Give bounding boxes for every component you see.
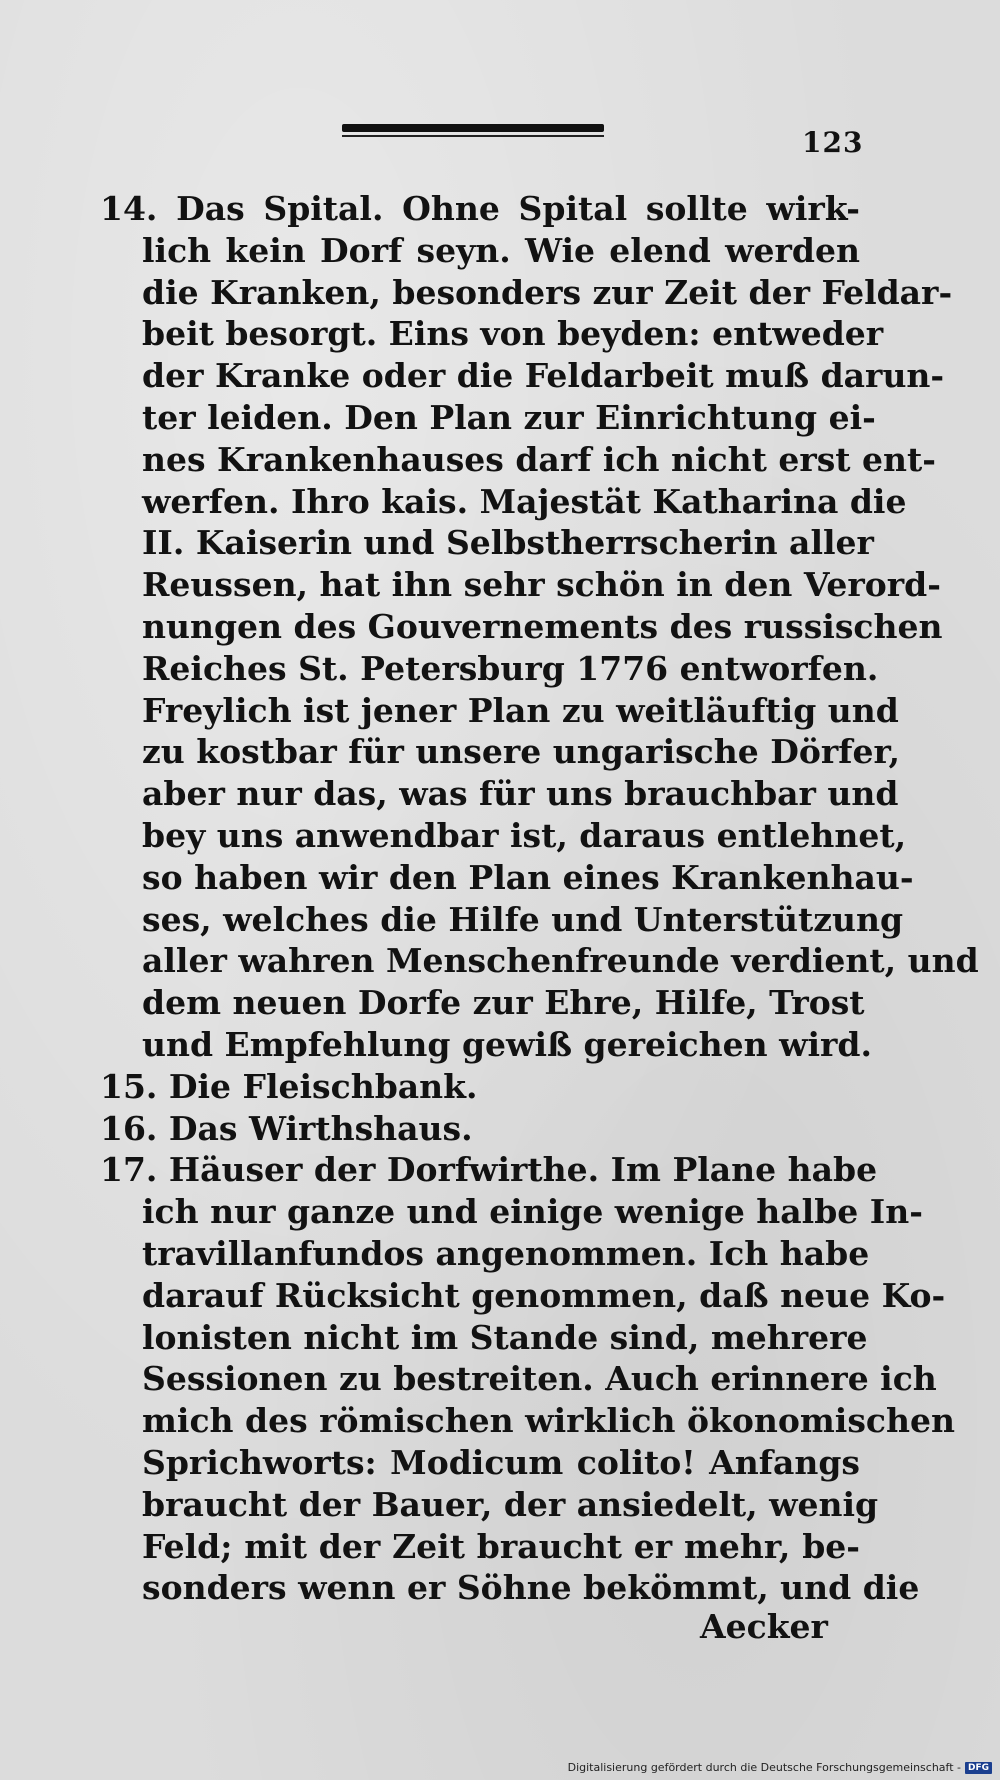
page-number: 123: [802, 126, 864, 159]
text-line: 14. Das Spital. Ohne Spital sollte wirk-: [100, 189, 860, 228]
text-line: ses, welches die Hilfe und Unterstützung: [142, 899, 904, 939]
text-line: Sessionen zu bestreiten. Auch erinnere ich: [142, 1359, 937, 1399]
dfg-logo: DFG: [965, 1762, 992, 1774]
text-line: nes Krankenhauses darf ich nicht erst ent-: [142, 439, 936, 479]
text-line: sonders wenn er Söhne bekömmt, und die: [142, 1568, 920, 1608]
text-line: bey uns anwendbar ist, daraus entlehnet,: [142, 815, 907, 855]
text-line: 16. Das Wirthshaus.: [100, 1108, 473, 1148]
text-line: zu kostbar für unsere ungarische Dörfer,: [142, 732, 900, 772]
header-double-rule: [342, 124, 604, 138]
text-line: II. Kaiserin und Selbstherrscherin aller: [142, 523, 874, 563]
header-rule-thick: [342, 124, 604, 132]
text-line: Reussen, hat ihn sehr schön in den Verord-: [142, 565, 941, 605]
digitization-credit: [568, 1761, 992, 1774]
text-line: braucht der Bauer, der ansiedelt, wenig: [142, 1484, 879, 1524]
text-line: ter leiden. Den Plan zur Einrichtung ei-: [142, 397, 876, 437]
text-line: Sprichworts: Modicum colito! Anfangs: [142, 1442, 860, 1482]
text-line: werfen. Ihro kais. Majestät Katharina die: [142, 481, 907, 521]
text-line: lonisten nicht im Stande sind, mehrere: [142, 1317, 868, 1357]
credit-text: Digitalisierung gefördert durch die Deutsche Forschungsgemeinschaft -: [567, 1761, 961, 1774]
text-line: 17. Häuser der Dorfwirthe. Im Plane habe: [100, 1150, 878, 1190]
text-line: aller wahren Menschenfreunde verdient, und: [142, 941, 979, 981]
text-line: und Empfehlung gewiß gereichen wird.: [142, 1024, 872, 1064]
text-line: ich nur ganze und einige wenige halbe In-: [142, 1192, 923, 1232]
text-line: 15. Die Fleischbank.: [100, 1066, 478, 1106]
text-line: darauf Rücksicht genommen, daß neue Ko-: [142, 1275, 946, 1315]
text-line: die Kranken, besonders zur Zeit der Feldar-: [142, 272, 953, 312]
text-line: aber nur das, was für uns brauchbar und: [142, 774, 899, 814]
text-line: lich kein Dorf seyn. Wie elend werden: [142, 230, 860, 270]
text-line: der Kranke oder die Feldarbeit muß darun-: [142, 356, 945, 396]
body-text: [100, 188, 979, 1609]
text-line: beit besorgt. Eins von beyden: entweder: [142, 314, 884, 354]
text-line: Freylich ist jener Plan zu weitläuftig und: [142, 690, 899, 730]
text-line: dem neuen Dorfe zur Ehre, Hilfe, Trost: [142, 983, 865, 1023]
text-line: Feld; mit der Zeit braucht er mehr, be-: [142, 1526, 860, 1566]
text-line: nungen des Gouvernements des russischen: [142, 606, 943, 646]
catchword: Aecker: [700, 1607, 828, 1646]
text-line: mich des römischen wirklich ökonomischen: [142, 1401, 955, 1441]
header-rule-thin: [342, 135, 604, 137]
text-line: so haben wir den Plan eines Krankenhau-: [142, 857, 914, 897]
text-line: Reiches St. Petersburg 1776 entworfen.: [142, 648, 879, 688]
text-line: travillanfundos angenommen. Ich habe: [142, 1233, 870, 1273]
